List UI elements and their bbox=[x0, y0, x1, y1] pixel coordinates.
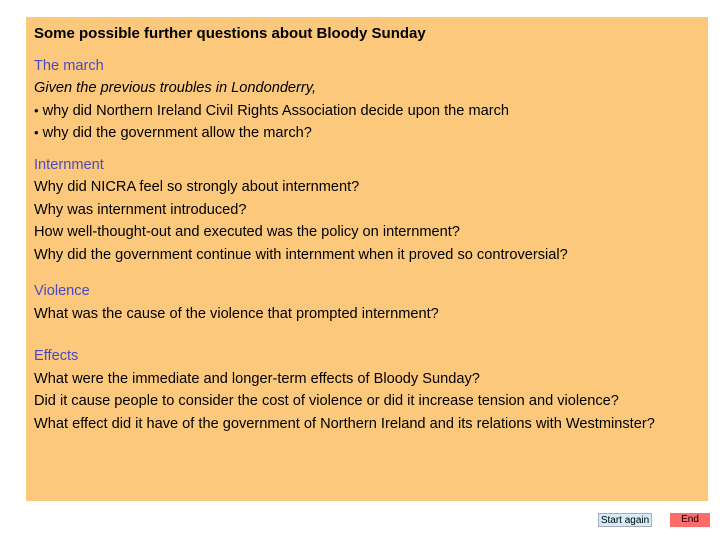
section-internment bbox=[34, 156, 700, 265]
question-item: Why did the government continue with internment when it proved so controversial? bbox=[34, 246, 568, 263]
section-intro: Given the previous troubles in Londonderry, bbox=[34, 80, 317, 96]
section-heading: Violence bbox=[34, 283, 90, 299]
section-effects bbox=[34, 347, 700, 433]
end-button[interactable]: End bbox=[670, 513, 710, 527]
question-item: What were the immediate and longer-term effects of Bloody Sunday? bbox=[34, 370, 480, 387]
start-again-button[interactable]: Start again bbox=[598, 513, 652, 527]
question-item: Why was internment introduced? bbox=[34, 201, 247, 218]
question-item: What effect did it have of the government of Northern Ireland and its relations with Westminster? bbox=[34, 415, 655, 432]
question-item: • why did Northern Ireland Civil Rights Association decide upon the march bbox=[34, 102, 700, 121]
question-item: • why did the government allow the march? bbox=[34, 124, 700, 143]
question-item: Did it cause people to consider the cost of violence or did it increase tension and violence? bbox=[34, 393, 619, 409]
content-panel bbox=[26, 17, 708, 501]
section-heading: Effects bbox=[34, 348, 79, 364]
question-item: How well-thought-out and executed was the policy on internment? bbox=[34, 224, 460, 240]
question-item: Why did NICRA feel so strongly about internment? bbox=[34, 179, 360, 195]
section-heading: The march bbox=[34, 57, 104, 74]
section-violence bbox=[34, 282, 700, 323]
section-the-march bbox=[34, 57, 700, 143]
page-title: Some possible further questions about Bloody Sunday bbox=[34, 25, 426, 42]
section-heading: Internment bbox=[34, 156, 104, 173]
question-item: What was the cause of the violence that prompted internment? bbox=[34, 305, 439, 322]
